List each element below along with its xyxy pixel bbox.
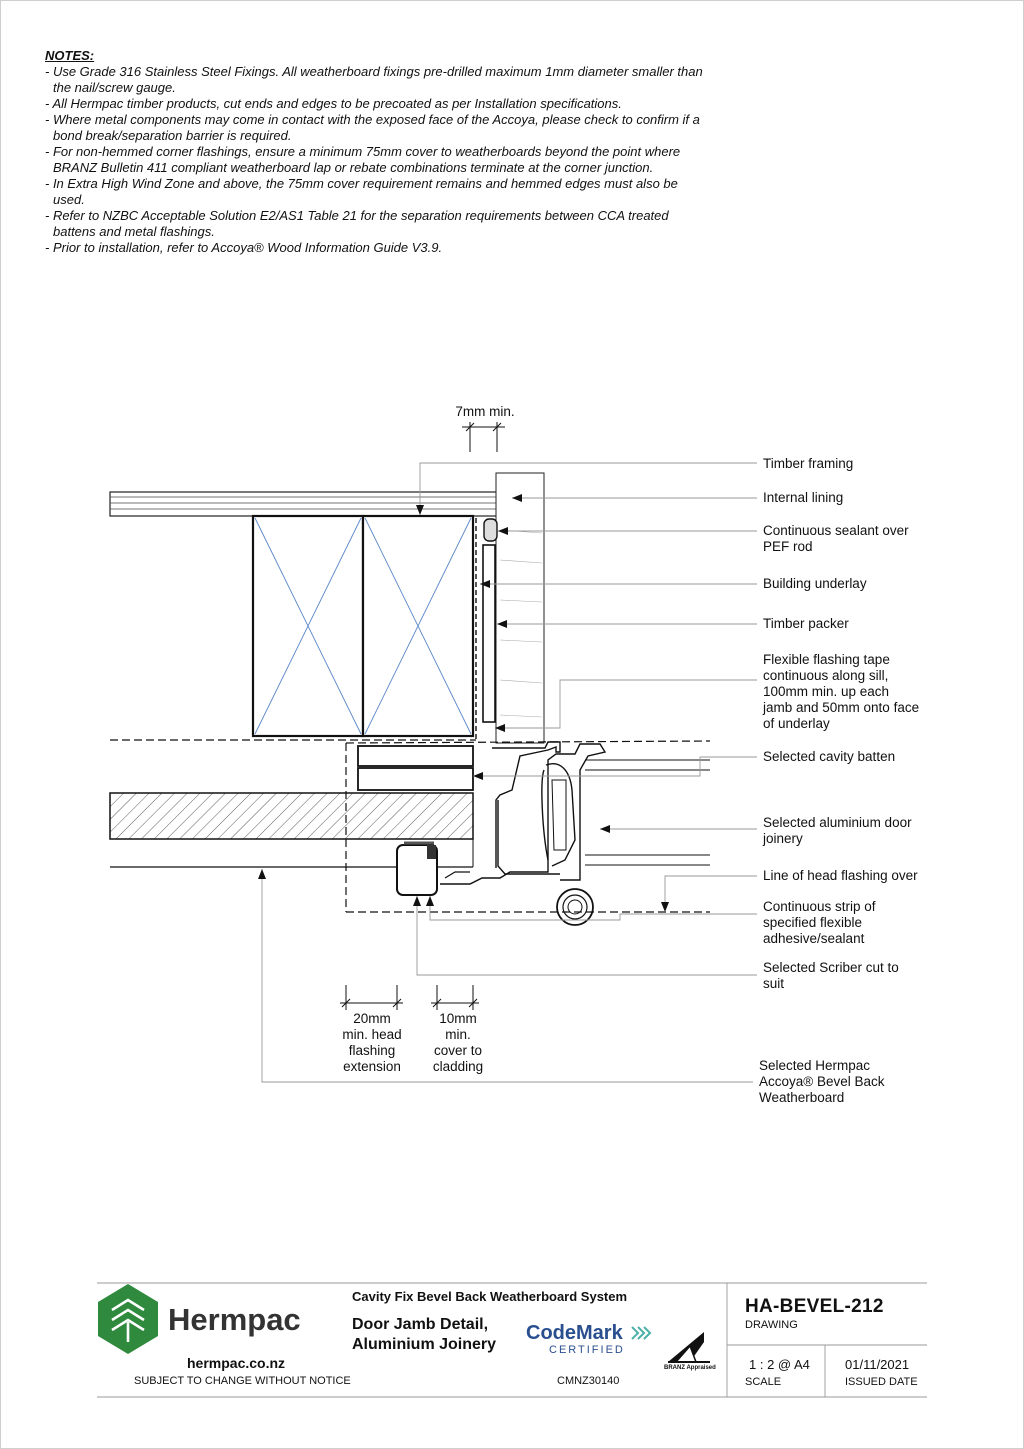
note-item: - Where metal components may come in contact with the exposed face of the Accoya, please check to confirm if a bond break/separation barrier is required. — [45, 112, 700, 143]
drawing-title: Door Jamb Detail, Aluminium Joinery — [352, 1316, 497, 1353]
drawing-number: HA-BEVEL-212 — [745, 1296, 884, 1317]
disclaimer: SUBJECT TO CHANGE WITHOUT NOTICE — [134, 1375, 351, 1387]
branz-appraised-icon — [668, 1332, 710, 1362]
branz-text: BRANZ Appraised — [664, 1365, 716, 1371]
scriber — [397, 843, 437, 895]
label-head-flashing: Line of head flashing over — [763, 868, 918, 883]
issued-date: 01/11/2021 — [845, 1357, 910, 1372]
scale-value: 1 : 2 @ A4 — [749, 1357, 810, 1372]
label-flashing-tape: Flexible flashing tape continuous along sill, 100mm min. up each jamb and 50mm onto face of underlay — [763, 652, 920, 731]
label-door-joinery: Selected aluminium door joinery — [763, 815, 912, 846]
internal-lining — [110, 492, 512, 516]
note-item: - All Hermpac timber products, cut ends and edges to be precoated as per Installation specifications. — [45, 96, 622, 111]
note-item: - In Extra High Wind Zone and above, the 75mm cover requirement remains and hemmed edges must also be used. — [45, 176, 678, 207]
note-item: - For non-hemmed corner flashings, ensure a minimum 75mm cover to weatherboards beyond the point where BRANZ Bulletin 411 compliant weatherboard lap or rebate combinations terminate at the corner junction. — [45, 144, 681, 175]
codemark-certified: CERTIFIED — [549, 1344, 625, 1356]
dimension-text-head-extension: 20mm min. head flashing extension — [342, 1011, 402, 1074]
aluminium-joinery — [440, 742, 710, 925]
label-weatherboard: Selected Hermpac Accoya® Bevel Back Weatherboard — [759, 1058, 885, 1105]
codemark-number: CMNZ30140 — [557, 1375, 620, 1387]
label-internal-lining: Internal lining — [763, 490, 844, 505]
timber-framing — [253, 516, 473, 736]
note-item: - Refer to NZBC Acceptable Solution E2/AS1 Table 21 for the separation requirements between CCA treated battens and metal flashings. — [45, 208, 669, 239]
drawing-label: DRAWING — [745, 1319, 798, 1331]
label-adhesive: Continuous strip of specified flexible adhesive/sealant — [763, 899, 876, 946]
dimension-7mm — [462, 422, 505, 452]
label-timber-packer: Timber packer — [763, 616, 849, 631]
label-building-underlay: Building underlay — [763, 576, 867, 591]
label-sealant: Continuous sealant over PEF rod — [763, 523, 909, 554]
issued-date-label: ISSUED DATE — [845, 1376, 918, 1388]
scale-label: SCALE — [745, 1376, 782, 1388]
note-item: - Use Grade 316 Stainless Steel Fixings. All weatherboard fixings pre-drilled maximum 1mm diameter smaller than the nail/screw gauge. — [45, 64, 703, 95]
note-item: - Prior to installation, refer to Accoya® Wood Information Guide V3.9. — [45, 240, 443, 255]
brand-name: Hermpac — [168, 1302, 301, 1337]
label-cavity-batten: Selected cavity batten — [763, 749, 896, 764]
codemark-logo: CodeMark — [526, 1322, 623, 1344]
dimension-text-cover: 10mm min. cover to cladding — [432, 1011, 484, 1074]
dimension-text-7mm: 7mm min. — [455, 404, 515, 419]
cavity-batten — [358, 746, 473, 790]
dimension-bottom — [340, 985, 479, 1010]
notes-heading: NOTES: — [45, 48, 95, 63]
codemark-chevron-icon — [632, 1327, 650, 1339]
system-name: Cavity Fix Bevel Back Weatherboard System — [352, 1289, 628, 1304]
label-timber-framing: Timber framing — [763, 456, 854, 471]
label-scriber: Selected Scriber cut to suit — [763, 960, 899, 991]
website: hermpac.co.nz — [187, 1355, 286, 1371]
hermpac-logo-icon — [98, 1284, 158, 1354]
